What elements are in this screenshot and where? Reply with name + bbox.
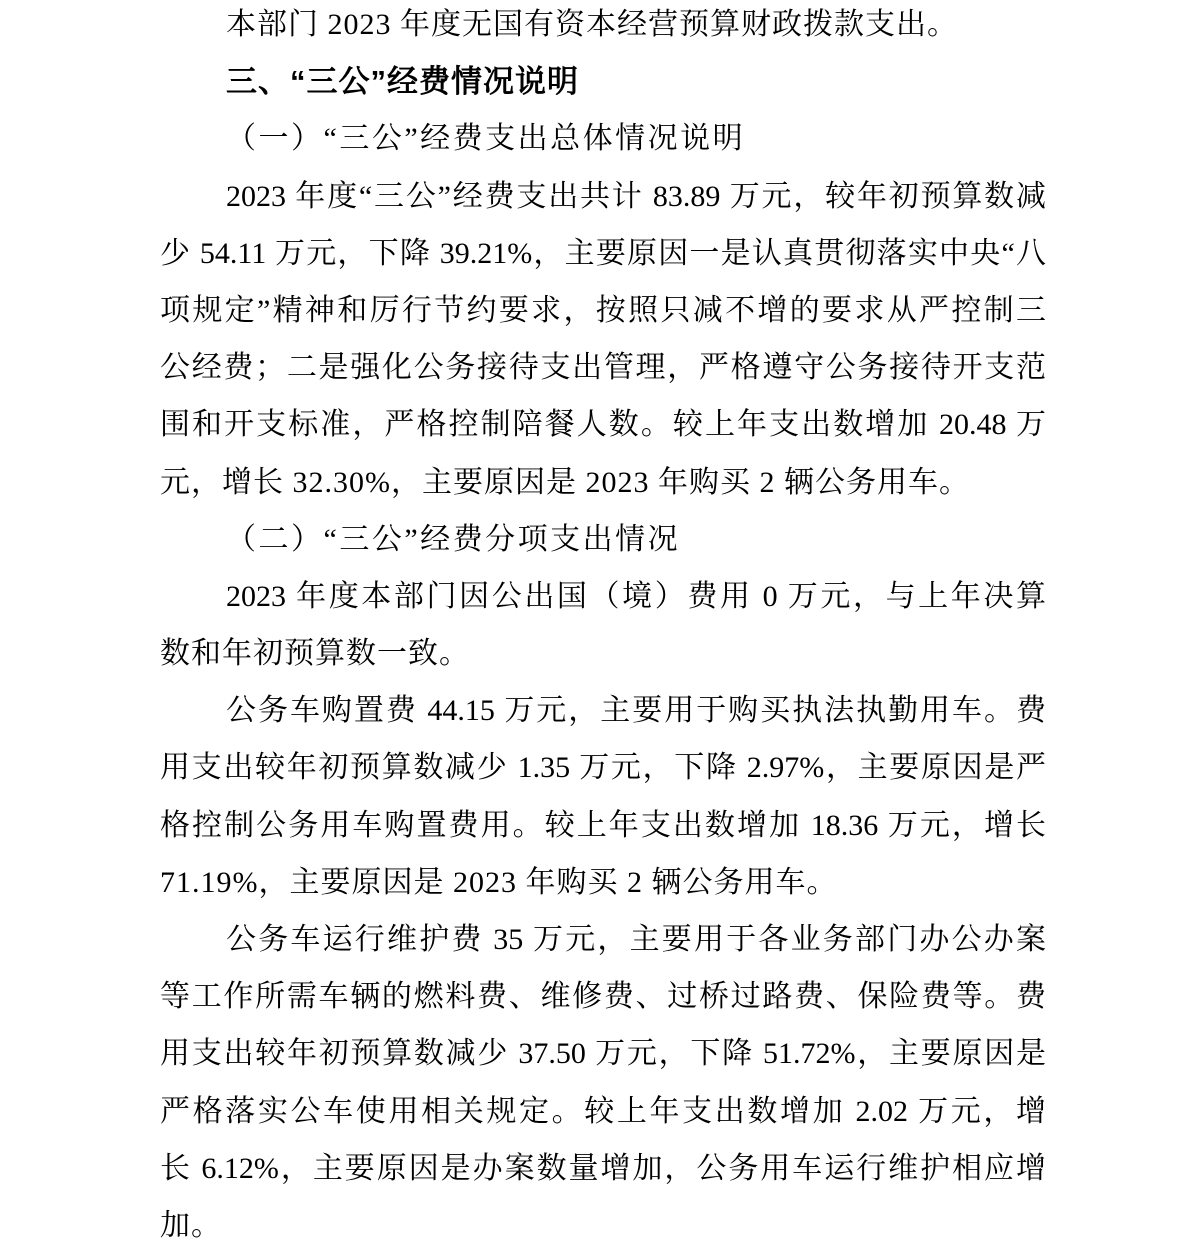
paragraph-line: 公经费；二是强化公务接待支出管理，严格遵守公务接待开支范 — [160, 351, 1046, 385]
paragraph-line: 71.19%，主要原因是 2023 年购买 2 辆公务用车。 — [160, 865, 838, 899]
paragraph-line: 公务车购置费 44.15 万元，主要用于购买执法执勤用车。费 — [226, 694, 1046, 728]
paragraph-line: 围和开支标准，严格控制陪餐人数。较上年支出数增加 20.48 万 — [160, 408, 1046, 442]
paragraph-line: 严格落实公车使用相关规定。较上年支出数增加 2.02 万元，增 — [160, 1094, 1046, 1128]
paragraph-line: 2023 年度本部门因公出国（境）费用 0 万元，与上年决算 — [226, 579, 1046, 613]
subsection-heading-1: （一）“三公”经费支出总体情况说明 — [226, 122, 746, 156]
paragraph-line: 用支出较年初预算数减少 1.35 万元，下降 2.97%，主要原因是严 — [160, 751, 1046, 785]
paragraph-line: 加。 — [160, 1208, 222, 1242]
paragraph-line: 等工作所需车辆的燃料费、维修费、过桥过路费、保险费等。费 — [160, 980, 1046, 1014]
paragraph-line: 公务车运行维护费 35 万元，主要用于各业务部门办公办案 — [226, 923, 1046, 956]
document-body — [160, 0, 1046, 1254]
section-heading: 三、“三公”经费情况说明 — [226, 64, 579, 100]
paragraph-line: 项规定”精神和厉行节约要求，按照只减不增的要求从严控制三 — [160, 293, 1046, 327]
paragraph-line: 少 54.11 万元，下降 39.21%，主要原因一是认真贯彻落实中央“八 — [160, 236, 1046, 270]
paragraph-line: 用支出较年初预算数减少 37.50 万元，下降 51.72%，主要原因是 — [160, 1037, 1046, 1071]
paragraph-line: 2023 年度“三公”经费支出共计 83.89 万元，较年初预算数减 — [226, 179, 1046, 213]
paragraph-line: 元，增长 32.30%，主要原因是 2023 年购买 2 辆公务用车。 — [160, 465, 970, 499]
paragraph-line: 格控制公务用车购置费用。较上年支出数增加 18.36 万元，增长 — [160, 808, 1046, 842]
paragraph-line: 数和年初预算数一致。 — [160, 637, 470, 671]
subsection-heading-2: （二）“三公”经费分项支出情况 — [226, 522, 681, 556]
paragraph-line: 长 6.12%，主要原因是办案数量增加，公务用车运行维护相应增 — [160, 1151, 1046, 1185]
paragraph-line: 本部门 2023 年度无国有资本经营预算财政拨款支出。 — [226, 8, 958, 41]
